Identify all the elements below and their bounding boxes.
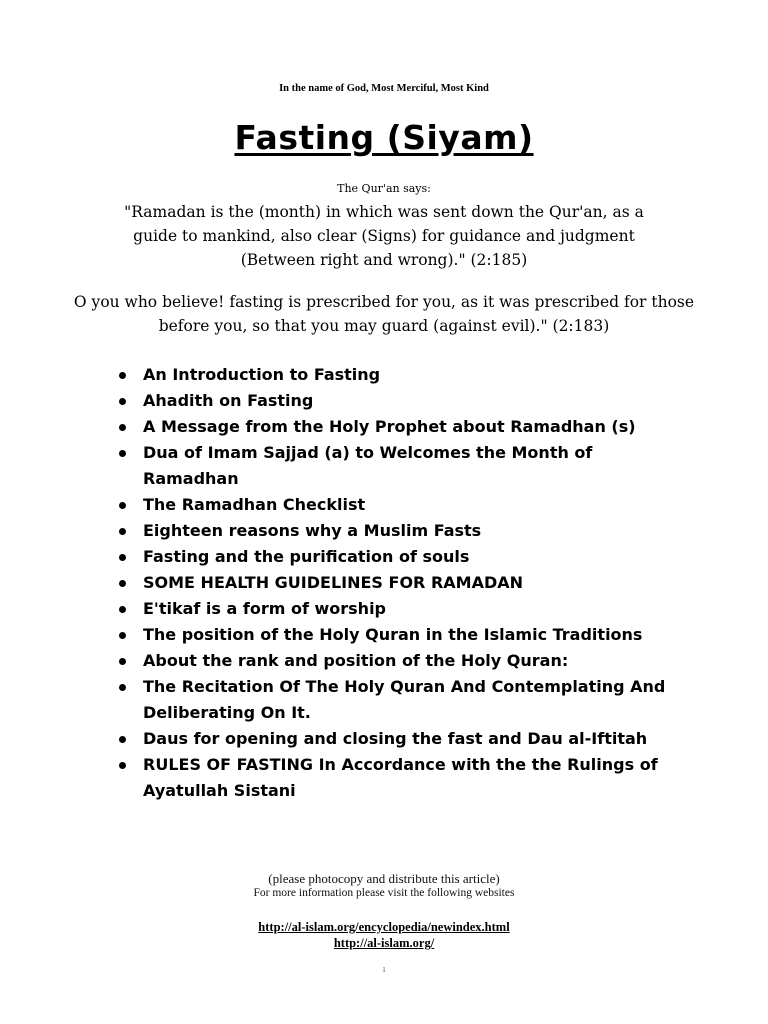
bullet-icon [119, 736, 126, 743]
toc-item [117, 362, 677, 388]
toc-item [117, 596, 677, 622]
table-of-contents [117, 362, 677, 804]
toc-item-label: SOME HEALTH GUIDELINES FOR RAMADAN [143, 573, 524, 592]
verse-2-185: "Ramadan is the (month) in which was sent down the Qur'an, as a guide to mankind, also clear (Signs) for guidance and judgment (Between right and wrong)." (2:185) [124, 203, 644, 269]
toc-item [117, 414, 677, 440]
bullet-icon [119, 762, 126, 769]
toc-item-label: The Recitation Of The Holy Quran And Contemplating And Deliberating On It. [143, 677, 666, 722]
more-info-note: For more information please visit the following websites [253, 887, 515, 899]
page-number: 1 [382, 966, 386, 974]
toc-item-label: About the rank and position of the Holy Quran: [143, 651, 569, 670]
encyclopedia-link[interactable]: http://al-islam.org/encyclopedia/newindex.html [258, 920, 510, 934]
bullet-icon [119, 398, 126, 405]
bullet-icon [119, 372, 126, 379]
toc-item [117, 570, 677, 596]
page-title: Fasting (Siyam) [234, 118, 534, 157]
toc-item [117, 388, 677, 414]
bullet-icon [119, 632, 126, 639]
bullet-icon [119, 528, 126, 535]
toc-item [117, 648, 677, 674]
toc-item-label: Fasting and the purification of souls [143, 547, 470, 566]
toc-item-label: An Introduction to Fasting [143, 365, 381, 384]
toc-item-label: The position of the Holy Quran in the Islamic Traditions [143, 625, 643, 644]
toc-item-label: E'tikaf is a form of worship [143, 599, 386, 618]
bullet-icon [119, 554, 126, 561]
bullet-icon [119, 684, 126, 691]
toc-item-label: A Message from the Holy Prophet about Ramadhan (s) [143, 417, 636, 436]
toc-item [117, 674, 677, 726]
website-links [0, 919, 768, 951]
toc-item [117, 726, 677, 752]
al-islam-link[interactable]: http://al-islam.org/ [333, 936, 435, 950]
toc-item [117, 518, 677, 544]
toc-item-label: Daus for opening and closing the fast and Dau al-Iftitah [143, 729, 648, 748]
toc-item-label: The Ramadhan Checklist [143, 495, 366, 514]
bullet-icon [119, 450, 126, 457]
toc-item [117, 752, 677, 804]
bullet-icon [119, 424, 126, 431]
toc-item-label: Ahadith on Fasting [143, 391, 314, 410]
toc-item [117, 622, 677, 648]
toc-item [117, 440, 677, 492]
bullet-icon [119, 502, 126, 509]
bullet-icon [119, 606, 126, 613]
toc-item-label: Dua of Imam Sajjad (a) to Welcomes the Month of Ramadhan [143, 443, 593, 488]
toc-item [117, 544, 677, 570]
verse-2-183: O you who believe! fasting is prescribed for you, as it was prescribed for those before you, so that you may guard (against evil)." (2:183) [73, 293, 695, 335]
toc-item-label: RULES OF FASTING In Accordance with the the Rulings of Ayatullah Sistani [143, 755, 658, 800]
toc-item [117, 492, 677, 518]
photocopy-note: (please photocopy and distribute this article) [268, 871, 500, 886]
quran-intro: The Qur'an says: [337, 182, 431, 195]
bullet-icon [119, 580, 126, 587]
basmala-line: In the name of God, Most Merciful, Most Kind [279, 83, 489, 94]
bullet-icon [119, 658, 126, 665]
toc-item-label: Eighteen reasons why a Muslim Fasts [143, 521, 482, 540]
